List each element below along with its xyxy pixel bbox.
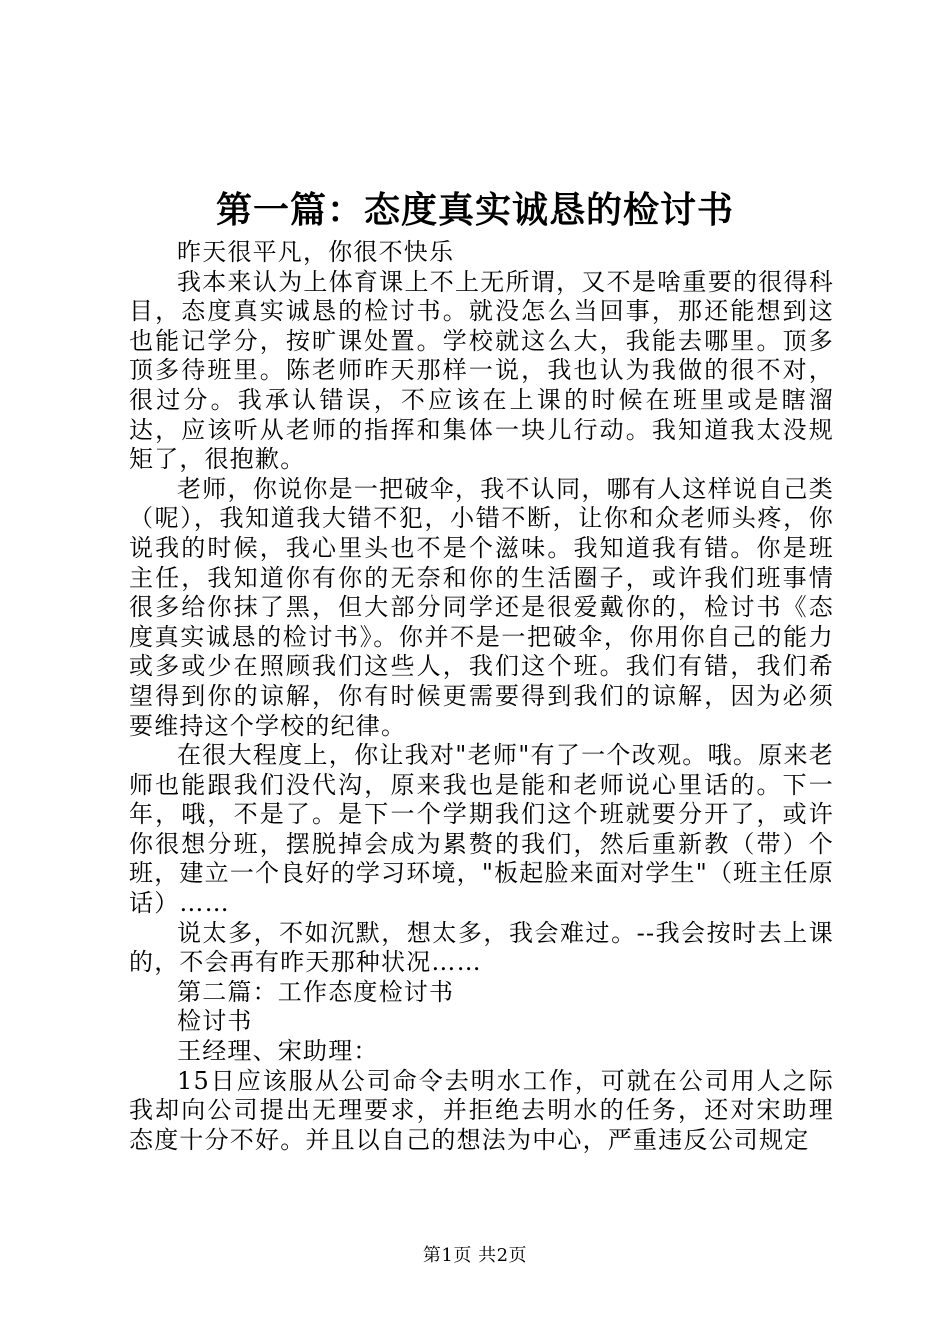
paragraph-closing: 说太多，不如沉默，想太多，我会难过。--我会按时去上课的，不会再有昨天那种状况…… [129,918,834,977]
document-body [129,238,834,1155]
paragraph-teacher-umbrella: 老师，你说你是一把破伞，我不认同，哪有人这样说自己类（呢），我知道我大错不犯，小错不断，让你和众老师头疼，你说我的时候，我心里头也不是个滋味。我知道我有错。你是班主任，我知道你有你的无奈和你的生活圈子，或许我们班事情很多给你抹了黑，但大部分同学还是很爱戴你的，检讨书《态度真实诚恳的检讨书》。你并不是一把破伞，你用你自己的能力或多或少在照顾我们这些人，我们这个班。我们有错，我们希望得到你的谅解，你有时候更需要得到我们的谅解，因为必须要维持这个学校的纪律。 [129,474,834,740]
page-indicator: 第1页 共2页 [422,1245,528,1266]
salutation: 王经理、宋助理： [177,1037,379,1066]
document-title: 第一篇：态度真实诚恳的检讨书 [215,189,734,231]
subheading-letter: 检讨书 [177,1007,253,1036]
paragraph-pe-class: 我本来认为上体育课上不上无所谓，又不是啥重要的很得科目，态度真实诚恳的检讨书。就没怎么当回事，那还能想到这也能记学分，按旷课处置。学校就这么大，我能去哪里。顶多顶多待班里。陈老师昨天那样一说，我也认为我做的很不对，很过分。我承认错误，不应该在上课的时候在班里或是瞎溜达，应该听从老师的指挥和集体一块儿行动。我知道我太没规矩了，很抱歉。 [129,267,834,474]
paragraph-teacher-view: 在很大程度上，你让我对"老师"有了一个改观。哦。原来老师也能跟我们没代沟，原来我也是能和老师说心里话的。下一年，哦，不是了。是下一个学期我们这个班就要分开了，或许你很想分班，摆脱掉会成为累赘的我们，然后重新教（带）个班，建立一个良好的学习环境，"板起脸来面对学生"（班主任原话）…… [129,741,834,918]
paragraph-opening: 昨天很平凡，你很不快乐 [177,238,455,266]
section-heading-second: 第二篇：工作态度检讨书 [177,977,455,1006]
paragraph-work-incident: 15日应该服从公司命令去明水工作，可就在公司用人之际我却向公司提出无理要求，并拒绝去明水的任务，还对宋助理态度十分不好。并且以自己的想法为中心，严重违反公司规定 [129,1066,834,1154]
